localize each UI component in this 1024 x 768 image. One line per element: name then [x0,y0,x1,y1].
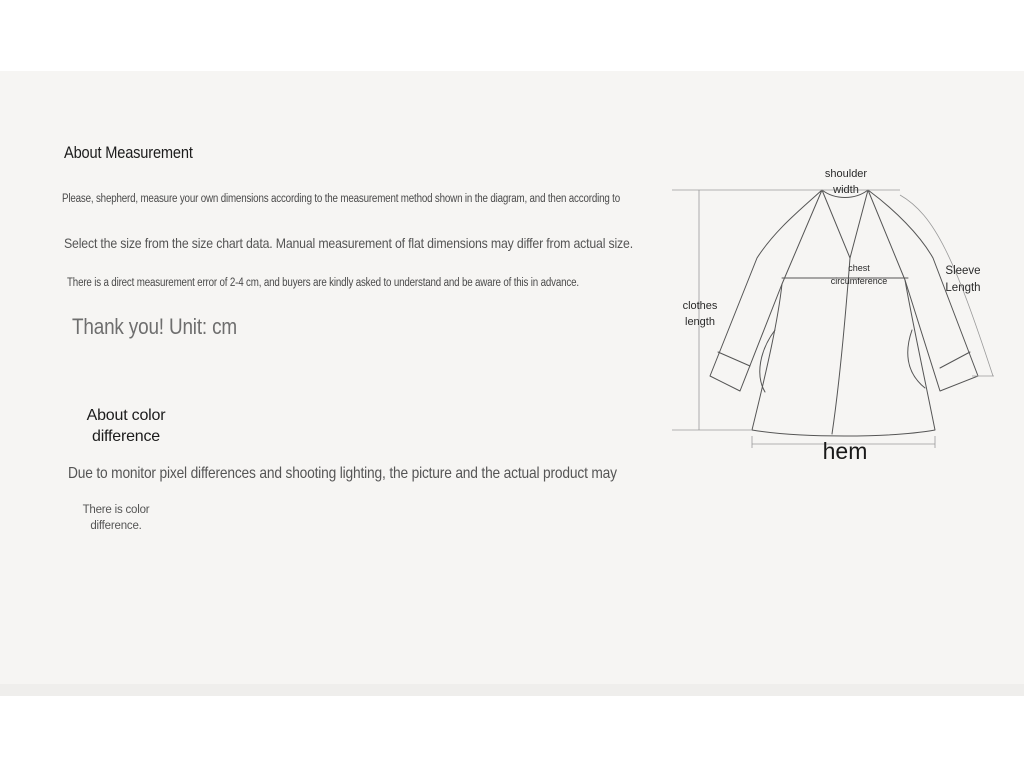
color-difference-line-2: There is color difference. [82,504,150,532]
left-sleeve-outline [710,190,822,391]
bottom-band [0,684,1024,696]
left-cuff-line [718,352,750,366]
color-difference-heading: About color difference [86,407,166,445]
measurement-line-1: Please, shepherd, measure your own dimensions according to the measurement method shown in the diagram, and then according to [62,193,620,205]
measurement-line-3: There is a direct measurement error of 2-4 cm, and buyers are kindly asked to understand and be aware of this in advance. [67,277,579,289]
measurement-heading: About Measurement [64,143,193,162]
sleeve-length-label: Sleeve Length [945,265,981,294]
hem-label: hem [822,438,868,464]
right-cuff-line [940,352,970,368]
jacket-body-outline [752,190,935,436]
chest-circumference-label: chest circumference [830,263,888,286]
clothes-length-label: clothes length [682,300,718,328]
shoulder-width-label: shoulder width [824,168,868,196]
color-difference-line-1: Due to monitor pixel differences and shooting lighting, the picture and the actual product may [68,465,617,482]
thanks-unit-text: Thank you! Unit: cm [72,314,237,339]
measurement-line-2: Select the size from the size chart data. Manual measurement of flat dimensions may differ from actual size. [64,235,633,251]
